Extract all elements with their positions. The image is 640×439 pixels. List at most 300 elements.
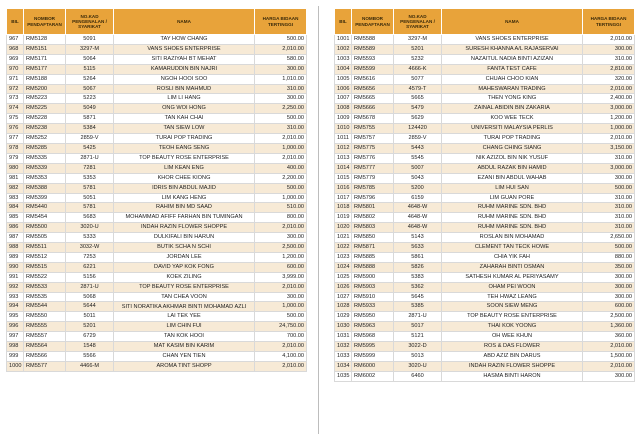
cell-no-kad: 4579-T — [394, 84, 442, 94]
cell-nama: TURAI POP TRADING — [442, 134, 583, 144]
cell-nombor-pendaftaran: RM5616 — [352, 74, 394, 84]
cell-nombor-pendaftaran: RM5200 — [24, 84, 66, 94]
cell-no-kad: 5201 — [394, 44, 442, 54]
cell-nama: KAMARUDDIN BIN NAJRI — [114, 64, 255, 74]
cell-harga-bidaan: 2,010.00 — [583, 361, 635, 371]
cell-harga-bidaan: 300.00 — [583, 173, 635, 183]
cell-bil: 1008 — [335, 104, 352, 114]
cell-bil: 1023 — [335, 252, 352, 262]
table-row — [7, 64, 307, 74]
cell-nama: CHAN YEN TIEN — [114, 352, 255, 362]
table-row — [7, 322, 307, 332]
cell-nama: TAY HOW CHANG — [114, 35, 255, 45]
cell-bil: 984 — [7, 203, 24, 213]
cell-nama: KOO WEE TECK — [442, 114, 583, 124]
cell-nombor-pendaftaran: RM5777 — [352, 163, 394, 173]
cell-no-kad: 5051 — [66, 193, 114, 203]
table-row — [335, 292, 635, 302]
cell-harga-bidaan: 600.00 — [583, 302, 635, 312]
cell-nombor-pendaftaran: RM5188 — [24, 74, 66, 84]
header-nombor-pendaftaran: NOMBOR PENDAFTARAN — [352, 9, 394, 35]
cell-no-kad: 5067 — [66, 84, 114, 94]
cell-no-kad: 5633 — [394, 243, 442, 253]
cell-no-kad: 3022-D — [394, 342, 442, 352]
table-row — [335, 312, 635, 322]
cell-harga-bidaan: 2,500.00 — [255, 243, 307, 253]
cell-no-kad: 5781 — [66, 203, 114, 213]
cell-harga-bidaan: 510.00 — [255, 203, 307, 213]
cell-no-kad: 5223 — [66, 94, 114, 104]
table-row — [7, 302, 307, 312]
table-row — [335, 332, 635, 342]
cell-nama: LIM GUAN PORE — [442, 193, 583, 203]
table-row — [335, 143, 635, 153]
cell-harga-bidaan: 1,500.00 — [583, 352, 635, 362]
table-row — [335, 352, 635, 362]
right-table-panel — [334, 8, 634, 382]
cell-harga-bidaan: 2,010.00 — [255, 134, 307, 144]
cell-bil: 979 — [7, 153, 24, 163]
cell-bil: 1027 — [335, 292, 352, 302]
table-row — [7, 223, 307, 233]
table-body-right — [335, 35, 635, 382]
cell-nama: ZAINAL ABIDIN BIN ZAKARIA — [442, 104, 583, 114]
cell-harga-bidaan: 310.00 — [583, 54, 635, 64]
table-row — [7, 282, 307, 292]
cell-harga-bidaan: 1,000.00 — [255, 193, 307, 203]
cell-bil: 973 — [7, 94, 24, 104]
cell-nama: ROSLI BIN MAHMUD — [114, 84, 255, 94]
cell-harga-bidaan: 500.00 — [255, 312, 307, 322]
cell-no-kad: 5545 — [394, 153, 442, 163]
cell-harga-bidaan: 3,999.00 — [255, 272, 307, 282]
cell-bil: 968 — [7, 44, 24, 54]
cell-nombor-pendaftaran: RM5550 — [24, 312, 66, 322]
cell-bil: 1024 — [335, 262, 352, 272]
cell-nama: ROSLAN BIN MOHAMAD — [442, 233, 583, 243]
table-row — [7, 44, 307, 54]
cell-no-kad: 5425 — [66, 143, 114, 153]
table-row — [335, 223, 635, 233]
table-row — [335, 104, 635, 114]
cell-no-kad: 5013 — [394, 352, 442, 362]
header-nombor-pendaftaran: NOMBOR PENDAFTARAN — [24, 9, 66, 35]
cell-no-kad: 2871-U — [66, 282, 114, 292]
cell-harga-bidaan: 300.00 — [583, 282, 635, 292]
cell-bil: 1004 — [335, 64, 352, 74]
cell-no-kad: 5007 — [394, 163, 442, 173]
table-row — [7, 163, 307, 173]
cell-harga-bidaan: 2,010.00 — [255, 44, 307, 54]
cell-nombor-pendaftaran: RM5796 — [352, 193, 394, 203]
cell-bil: 975 — [7, 114, 24, 124]
cell-no-kad: 3032-W — [66, 243, 114, 253]
cell-no-kad: 5385 — [394, 302, 442, 312]
cell-nombor-pendaftaran: RM5755 — [352, 124, 394, 134]
table-row — [7, 292, 307, 302]
cell-nombor-pendaftaran: RM5151 — [24, 44, 66, 54]
cell-bil: 988 — [7, 243, 24, 253]
cell-nama: INDAH RAZIN FLOWER SHOPPE — [442, 361, 583, 371]
cell-no-kad: 2871-U — [394, 312, 442, 322]
cell-no-kad: 6460 — [394, 371, 442, 381]
table-row — [335, 302, 635, 312]
cell-harga-bidaan: 310.00 — [255, 124, 307, 134]
cell-no-kad: 5871 — [66, 114, 114, 124]
cell-harga-bidaan: 310.00 — [583, 153, 635, 163]
cell-nombor-pendaftaran: RM5665 — [352, 94, 394, 104]
cell-nombor-pendaftaran: RM5995 — [352, 342, 394, 352]
cell-no-kad: 5665 — [394, 94, 442, 104]
cell-no-kad: 5232 — [394, 54, 442, 64]
cell-harga-bidaan: 2,010.00 — [583, 35, 635, 45]
cell-nombor-pendaftaran: RM5557 — [24, 332, 66, 342]
table-row — [335, 371, 635, 381]
cell-nombor-pendaftaran: RM5900 — [352, 272, 394, 282]
table-row — [335, 74, 635, 84]
cell-bil: 1031 — [335, 332, 352, 342]
cell-no-kad: 3020-U — [394, 361, 442, 371]
cell-bil: 1033 — [335, 352, 352, 362]
cell-bil: 1014 — [335, 163, 352, 173]
cell-harga-bidaan: 310.00 — [583, 203, 635, 213]
table-row — [7, 173, 307, 183]
cell-nombor-pendaftaran: RM5228 — [24, 114, 66, 124]
cell-nombor-pendaftaran: RM5533 — [24, 282, 66, 292]
table-row — [335, 163, 635, 173]
table-row — [7, 332, 307, 342]
cell-nama: LIM CHIN FUI — [114, 322, 255, 332]
cell-harga-bidaan: 2,010.00 — [255, 282, 307, 292]
cell-nombor-pendaftaran: RM5505 — [24, 233, 66, 243]
cell-no-kad: 5143 — [394, 233, 442, 243]
cell-harga-bidaan: 2,500.00 — [583, 312, 635, 322]
cell-bil: 994 — [7, 302, 24, 312]
cell-harga-bidaan: 3,150.00 — [583, 143, 635, 153]
cell-no-kad: 5049 — [66, 104, 114, 114]
cell-nombor-pendaftaran: RM5666 — [352, 104, 394, 114]
cell-bil: 989 — [7, 252, 24, 262]
cell-nombor-pendaftaran: RM5515 — [24, 262, 66, 272]
cell-bil: 1006 — [335, 84, 352, 94]
table-row — [335, 243, 635, 253]
cell-bil: 1003 — [335, 54, 352, 64]
cell-nama: EZANI BIN ABDUL WAHAB — [442, 173, 583, 183]
cell-bil: 1030 — [335, 322, 352, 332]
cell-harga-bidaan: 3,000.00 — [583, 163, 635, 173]
cell-nama: OHAM PEI WOON — [442, 282, 583, 292]
cell-nama: SITI NORATIKA AKHMAR BINTI MOHAMAD AZLI — [114, 302, 255, 312]
cell-harga-bidaan: 2,010.00 — [583, 134, 635, 144]
cell-no-kad: 5362 — [394, 282, 442, 292]
cell-bil: 1025 — [335, 272, 352, 282]
cell-nama: TAN SIEW LOW — [114, 124, 255, 134]
cell-nama: CHUAH CHOO KIAN — [442, 74, 583, 84]
cell-bil: 1007 — [335, 94, 352, 104]
table-row — [335, 84, 635, 94]
cell-nama: VANS SHOES ENTERPRISE — [442, 35, 583, 45]
table-row — [335, 203, 635, 213]
table-row — [335, 193, 635, 203]
table-row — [7, 74, 307, 84]
cell-nombor-pendaftaran: RM5850 — [352, 233, 394, 243]
cell-nombor-pendaftaran: RM5171 — [24, 54, 66, 64]
cell-harga-bidaan: 300.00 — [583, 371, 635, 381]
cell-nombor-pendaftaran: RM5775 — [352, 143, 394, 153]
cell-harga-bidaan: 1,200.00 — [255, 252, 307, 262]
cell-harga-bidaan: 2,010.00 — [583, 342, 635, 352]
table-row — [335, 44, 635, 54]
cell-no-kad: 4666-K — [394, 64, 442, 74]
cell-nama: HASMA BINTI HARON — [442, 371, 583, 381]
cell-harga-bidaan: 2,010.00 — [255, 223, 307, 233]
cell-harga-bidaan: 500.00 — [255, 35, 307, 45]
cell-nombor-pendaftaran: RM5678 — [352, 114, 394, 124]
cell-bil: 1002 — [335, 44, 352, 54]
cell-bil: 976 — [7, 124, 24, 134]
cell-nama: ABDUL RAZAK BIN HAMID — [442, 163, 583, 173]
cell-harga-bidaan: 320.00 — [583, 74, 635, 84]
cell-no-kad: 5011 — [66, 312, 114, 322]
cell-nombor-pendaftaran: RM5564 — [24, 342, 66, 352]
cell-nama: NIK AZIZOL BIN NIK YUSUF — [442, 153, 583, 163]
cell-bil: 1021 — [335, 233, 352, 243]
cell-nombor-pendaftaran: RM5399 — [24, 193, 66, 203]
table-row — [7, 84, 307, 94]
cell-nombor-pendaftaran: RM5177 — [24, 64, 66, 74]
cell-no-kad: 3297-M — [394, 35, 442, 45]
table-row — [335, 153, 635, 163]
table-row — [335, 114, 635, 124]
cell-no-kad: 7253 — [66, 252, 114, 262]
cell-nama: TAN KOK HOOI — [114, 332, 255, 342]
cell-nama: NGOH HOOI SOO — [114, 74, 255, 84]
cell-no-kad: 5443 — [394, 143, 442, 153]
table-row — [335, 282, 635, 292]
cell-nombor-pendaftaran: RM5963 — [352, 322, 394, 332]
cell-harga-bidaan: 600.00 — [255, 262, 307, 272]
cell-nama: TAN KAH CHAI — [114, 114, 255, 124]
cell-bil: 996 — [7, 322, 24, 332]
cell-bil: 991 — [7, 272, 24, 282]
left-table-panel — [6, 8, 306, 372]
cell-bil: 1020 — [335, 223, 352, 233]
cell-nama: NAZAITUL NADIA BINTI AZIZAN — [442, 54, 583, 64]
cell-nombor-pendaftaran: RM5779 — [352, 173, 394, 183]
table-row — [335, 262, 635, 272]
cell-harga-bidaan: 310.00 — [583, 213, 635, 223]
cell-bil: 1000 — [7, 361, 24, 371]
cell-nombor-pendaftaran: RM5335 — [24, 153, 66, 163]
table-row — [335, 233, 635, 243]
cell-harga-bidaan: 2,650.00 — [583, 233, 635, 243]
header-bil: BIL — [335, 9, 352, 35]
header-nama: NAMA — [442, 9, 583, 35]
header-no-kad-pengenalan: NO.KAD PENGENALAN / SYARIKAT — [394, 9, 442, 35]
cell-harga-bidaan: 700.00 — [255, 332, 307, 342]
cell-no-kad: 5383 — [394, 272, 442, 282]
cell-no-kad: 5353 — [66, 173, 114, 183]
table-row — [7, 134, 307, 144]
cell-no-kad: 5333 — [66, 233, 114, 243]
cell-harga-bidaan: 300.00 — [255, 233, 307, 243]
cell-harga-bidaan: 500.00 — [583, 183, 635, 193]
page-divider — [318, 6, 319, 434]
cell-bil: 971 — [7, 74, 24, 84]
table-row — [7, 183, 307, 193]
cell-bil: 998 — [7, 342, 24, 352]
table-row — [7, 262, 307, 272]
table-row — [7, 243, 307, 253]
cell-harga-bidaan: 300.00 — [255, 94, 307, 104]
cell-nombor-pendaftaran: RM5593 — [352, 54, 394, 64]
cell-no-kad: 5121 — [394, 332, 442, 342]
cell-no-kad: 5683 — [66, 213, 114, 223]
cell-no-kad: 6729 — [66, 332, 114, 342]
header-harga-bidaan: HARGA BIDAAN TERTINGGI — [255, 9, 307, 35]
table-row — [335, 54, 635, 64]
cell-bil: 974 — [7, 104, 24, 114]
cell-nama: KOEK ZILING — [114, 272, 255, 282]
cell-nombor-pendaftaran: RM5903 — [352, 282, 394, 292]
cell-no-kad: 5068 — [66, 292, 114, 302]
cell-no-kad: 4466-M — [66, 361, 114, 371]
cell-harga-bidaan: 1,200.00 — [583, 114, 635, 124]
auction-results-table-left — [6, 8, 307, 372]
cell-nama: MAHESWARAN TRADING — [442, 84, 583, 94]
cell-nama: RUHM MARINE SDN. BHD — [442, 213, 583, 223]
cell-nombor-pendaftaran: RM5223 — [24, 94, 66, 104]
table-row — [335, 134, 635, 144]
cell-harga-bidaan: 500.00 — [583, 243, 635, 253]
table-row — [335, 361, 635, 371]
cell-bil: 986 — [7, 223, 24, 233]
table-row — [7, 104, 307, 114]
cell-nama: DAVID YAP KOK FONG — [114, 262, 255, 272]
cell-harga-bidaan: 880.00 — [583, 252, 635, 262]
cell-bil: 1017 — [335, 193, 352, 203]
cell-bil: 995 — [7, 312, 24, 322]
table-row — [7, 143, 307, 153]
cell-bil: 1029 — [335, 312, 352, 322]
cell-bil: 1022 — [335, 243, 352, 253]
cell-harga-bidaan: 2,250.00 — [255, 104, 307, 114]
cell-bil: 997 — [7, 332, 24, 342]
table-row — [7, 252, 307, 262]
cell-no-kad: 4648-W — [394, 213, 442, 223]
cell-nama: LIM HUI SAN — [442, 183, 583, 193]
cell-nombor-pendaftaran: RM5511 — [24, 243, 66, 253]
cell-nama: RUHM MARINE SDN. BHD — [442, 203, 583, 213]
cell-nama: ABD AZIZ BIN DARUS — [442, 352, 583, 362]
cell-no-kad: 5629 — [394, 114, 442, 124]
cell-no-kad: 5077 — [394, 74, 442, 84]
table-row — [335, 213, 635, 223]
cell-nombor-pendaftaran: RM5566 — [24, 352, 66, 362]
cell-bil: 992 — [7, 282, 24, 292]
cell-harga-bidaan: 1,000.00 — [583, 124, 635, 134]
cell-bil: 1013 — [335, 153, 352, 163]
cell-nombor-pendaftaran: RM5802 — [352, 213, 394, 223]
cell-nama: TAN CHEA VOON — [114, 292, 255, 302]
cell-harga-bidaan: 310.00 — [583, 223, 635, 233]
cell-nombor-pendaftaran: RM5968 — [352, 332, 394, 342]
cell-nama: CHIA YIK FAH — [442, 252, 583, 262]
table-row — [335, 64, 635, 74]
cell-nombor-pendaftaran: RM5801 — [352, 203, 394, 213]
cell-harga-bidaan: 310.00 — [255, 84, 307, 94]
cell-no-kad: 5091 — [66, 35, 114, 45]
cell-nombor-pendaftaran: RM5500 — [24, 223, 66, 233]
table-header-row — [335, 9, 635, 35]
cell-harga-bidaan: 500.00 — [255, 183, 307, 193]
cell-bil: 1009 — [335, 114, 352, 124]
cell-harga-bidaan: 300.00 — [583, 272, 635, 282]
cell-no-kad: 1548 — [66, 342, 114, 352]
cell-nombor-pendaftaran: RM5353 — [24, 173, 66, 183]
cell-no-kad: 5017 — [394, 322, 442, 332]
cell-nama: ZAHARAH BINTI OSMAN — [442, 262, 583, 272]
table-row — [335, 183, 635, 193]
table-body-left — [7, 35, 307, 372]
cell-harga-bidaan: 500.00 — [255, 114, 307, 124]
cell-harga-bidaan: 2,010.00 — [255, 361, 307, 371]
cell-no-kad: 5064 — [66, 54, 114, 64]
header-no-kad-pengenalan: NO.KAD PENGENALAN / SYARIKAT — [66, 9, 114, 35]
cell-nombor-pendaftaran: RM5285 — [24, 143, 66, 153]
cell-nama: FANTA TEST CAFE — [442, 64, 583, 74]
cell-nombor-pendaftaran: RM5888 — [352, 262, 394, 272]
cell-nama: ROS & DAS FLOWER — [442, 342, 583, 352]
cell-nama: TOP BEAUTY ROSE ENTERPRISE — [114, 153, 255, 163]
cell-nama: SOON SIEW MENG — [442, 302, 583, 312]
cell-nombor-pendaftaran: RM5522 — [24, 272, 66, 282]
cell-harga-bidaan: 4,100.00 — [255, 352, 307, 362]
cell-nombor-pendaftaran: RM5776 — [352, 153, 394, 163]
cell-nama: TURAI POP TRADING — [114, 134, 255, 144]
cell-nombor-pendaftaran: RM5885 — [352, 252, 394, 262]
cell-no-kad: 5479 — [394, 104, 442, 114]
cell-bil: 1005 — [335, 74, 352, 84]
cell-nombor-pendaftaran: RM5512 — [24, 252, 66, 262]
table-row — [7, 312, 307, 322]
cell-nama: CLEMENT TAN TECK HOWE — [442, 243, 583, 253]
table-row — [7, 203, 307, 213]
cell-bil: 1034 — [335, 361, 352, 371]
table-row — [335, 94, 635, 104]
cell-bil: 1012 — [335, 143, 352, 153]
cell-harga-bidaan: 360.00 — [583, 332, 635, 342]
cell-harga-bidaan: 3,000.00 — [583, 104, 635, 114]
cell-no-kad: 5644 — [66, 302, 114, 312]
cell-nombor-pendaftaran: RM6002 — [352, 371, 394, 381]
cell-harga-bidaan: 2,010.00 — [583, 84, 635, 94]
table-row — [7, 342, 307, 352]
cell-nama: LIM KANG HENG — [114, 193, 255, 203]
cell-no-kad: 4648-W — [394, 203, 442, 213]
table-row — [7, 153, 307, 163]
cell-no-kad: 5201 — [66, 322, 114, 332]
cell-harga-bidaan: 2,400.00 — [583, 94, 635, 104]
cell-no-kad: 5200 — [394, 183, 442, 193]
cell-bil: 977 — [7, 134, 24, 144]
cell-harga-bidaan: 580.00 — [255, 54, 307, 64]
cell-harga-bidaan: 1,000.00 — [255, 143, 307, 153]
cell-nombor-pendaftaran: RM5252 — [24, 134, 66, 144]
cell-bil: 999 — [7, 352, 24, 362]
cell-no-kad: 2859-V — [66, 134, 114, 144]
cell-no-kad: 5781 — [66, 183, 114, 193]
